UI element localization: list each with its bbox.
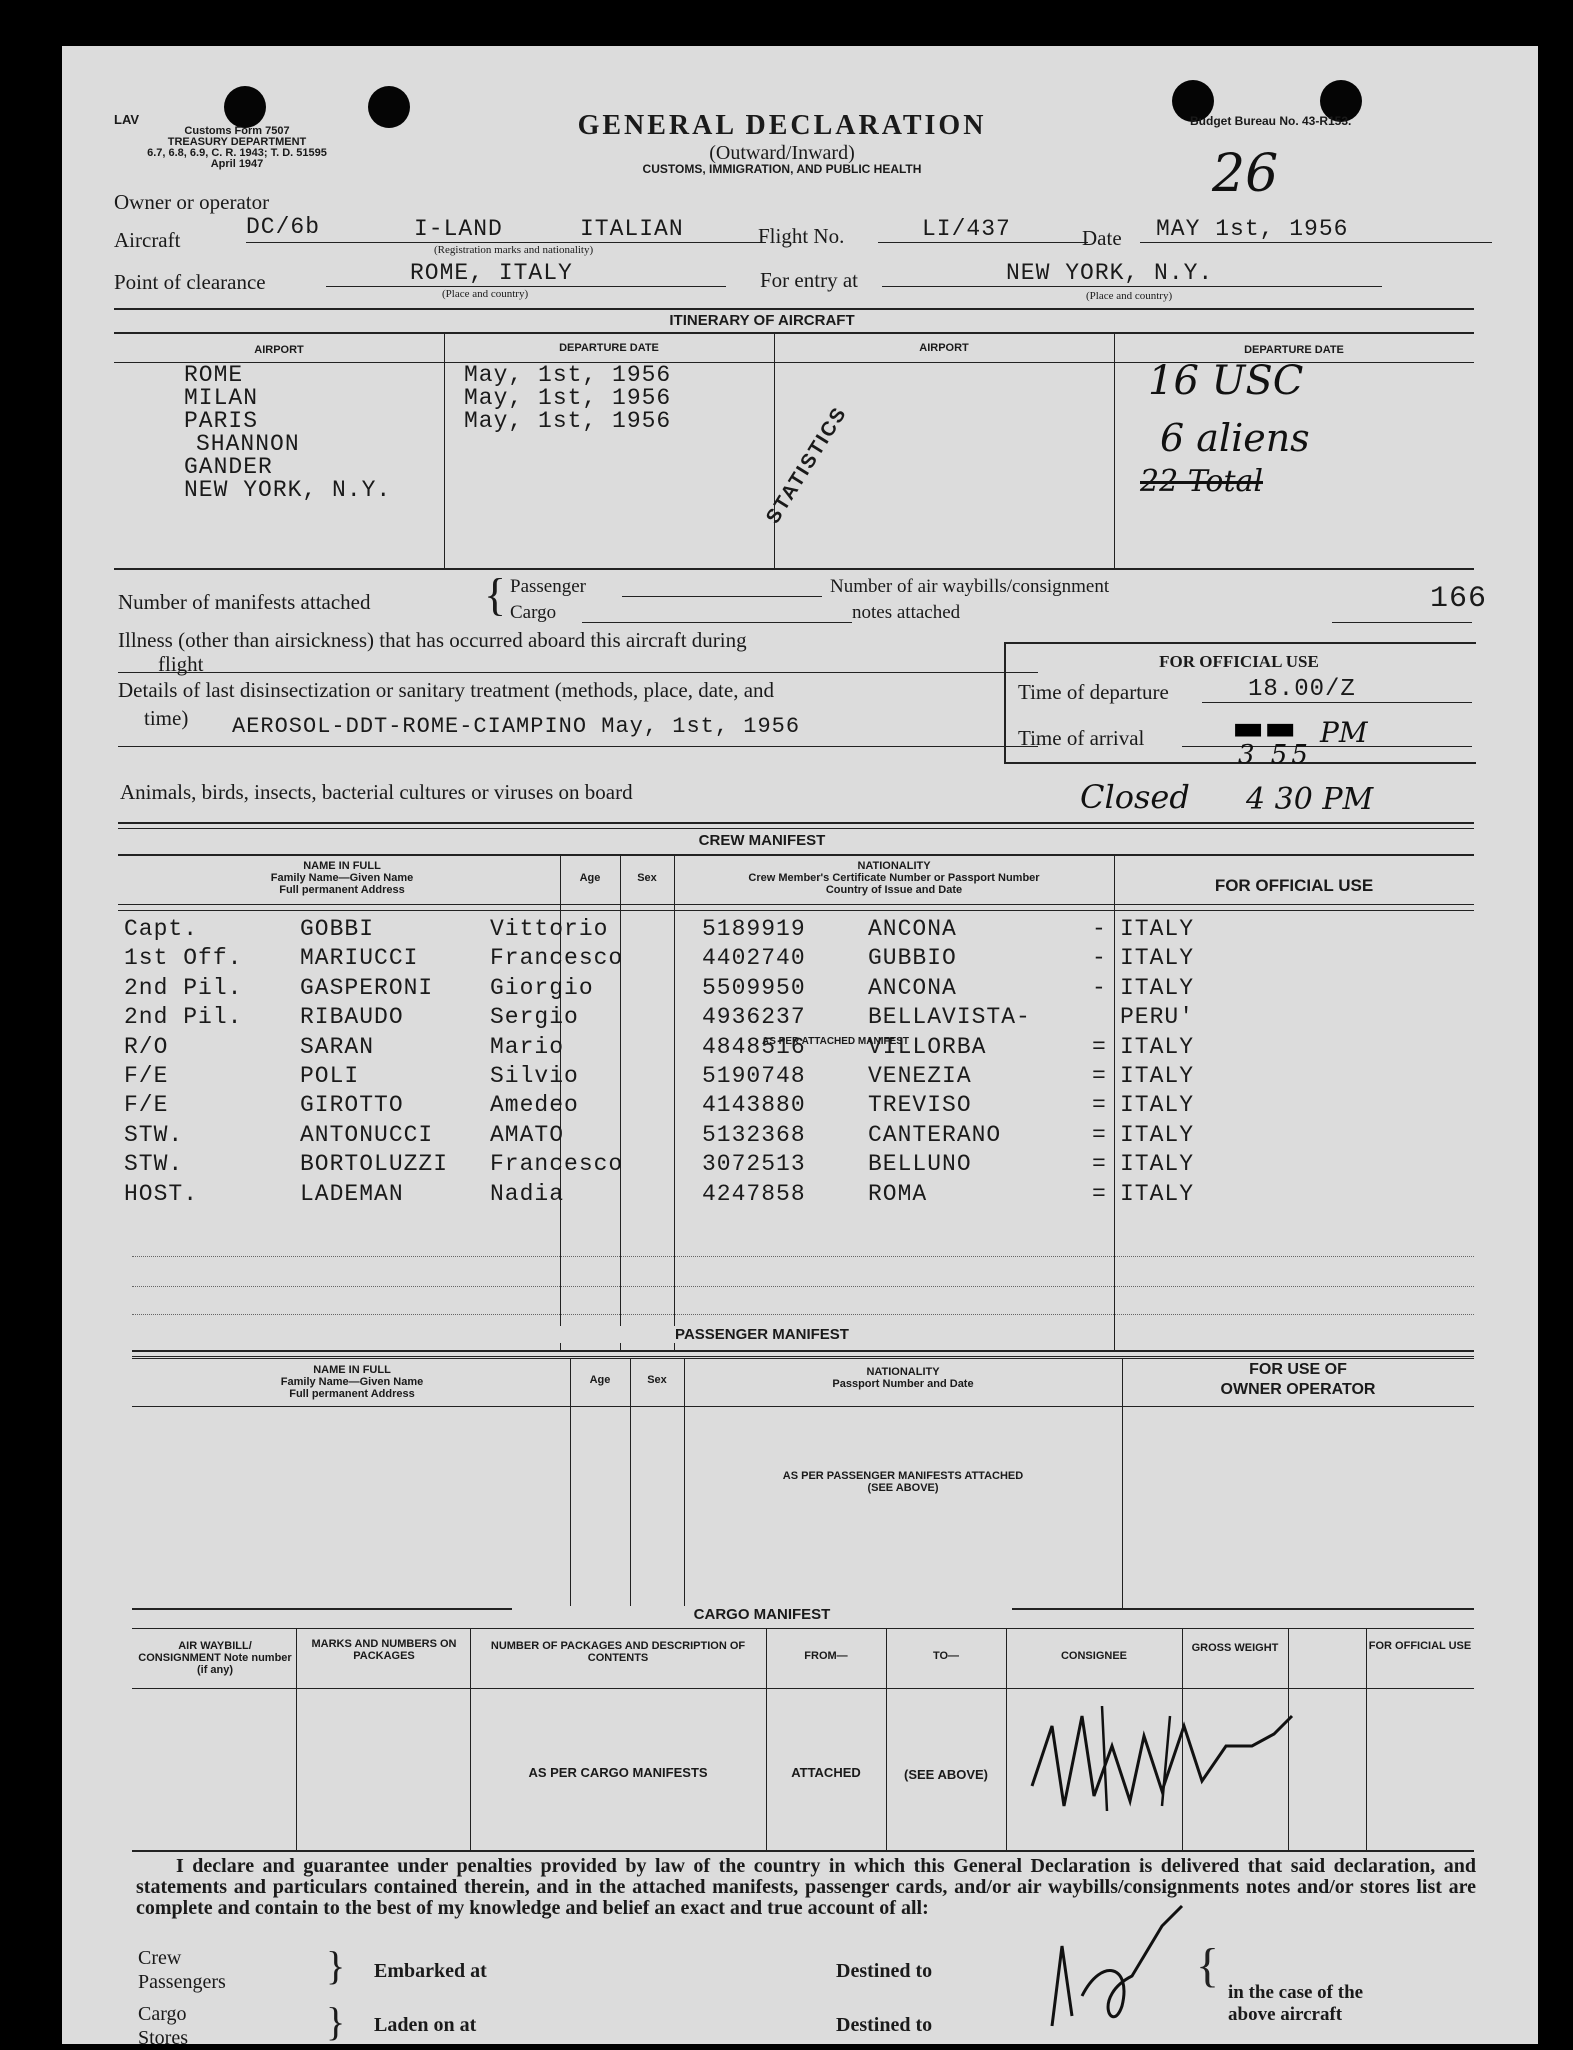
form-subtitle-2: CUSTOMS, IMMIGRATION, AND PUBLIC HEALTH: [642, 162, 922, 176]
crew-header-official: FOR OFFICIAL USE: [1214, 876, 1374, 895]
handwritten-total: 22 Total: [1140, 464, 1263, 499]
passenger-header-name: NAME IN FULL Family Name—Given Name Full permanent Address: [280, 1364, 424, 1400]
crew-place-of-issue: ANCONA: [868, 974, 957, 1001]
punch-hole: [224, 86, 266, 128]
passenger-note: AS PER PASSENGER MANIFESTS ATTACHED (SEE ABOVE): [782, 1470, 1024, 1494]
crew-family-name: BORTOLUZZI: [300, 1151, 449, 1178]
passenger-header-age: Age: [589, 1374, 611, 1386]
crew-row: [124, 1063, 1524, 1092]
crew-ditto-mark: =: [1092, 1121, 1107, 1148]
crew-row: [124, 1122, 1524, 1151]
crew-place-of-issue: CANTERANO: [868, 1121, 1002, 1148]
crew-place-of-issue: ROMA: [868, 1180, 928, 1207]
itinerary-airport: MILAN: [184, 385, 259, 411]
crew-family-name: POLI: [300, 1063, 360, 1089]
cargo-header-official: FOR OFFICIAL USE: [1368, 1640, 1472, 1652]
captain-signature: [1012, 1686, 1352, 1826]
place-caption: (Place and country): [442, 288, 529, 300]
entry-label: For entry at: [760, 268, 858, 292]
crew-ditto-mark: =: [1092, 1063, 1107, 1089]
crew-ditto-mark: =: [1092, 1033, 1107, 1060]
crew-header-rule: [118, 904, 1474, 905]
crew-family-name: LADEMAN: [300, 1180, 404, 1207]
crew-family-name: SARAN: [300, 1033, 375, 1060]
cargo-top-rule: [132, 1628, 1474, 1629]
crew-blank-row: [132, 1314, 1474, 1315]
crew-rank: F/E: [124, 1092, 169, 1119]
aircraft-underline: [246, 242, 766, 243]
handwritten-430: 4 30 PM: [1246, 782, 1374, 817]
health-bottom-rule: [118, 822, 1474, 824]
crew-row: [124, 975, 1524, 1004]
itinerary-airport: ROME: [184, 362, 244, 388]
itinerary-airport-header: AIRPORT: [254, 344, 304, 356]
itinerary-airports: [184, 364, 391, 502]
cargo-note-2: ATTACHED: [791, 1765, 861, 1780]
date-label: Date: [1082, 226, 1122, 250]
manifests-label: Number of manifests attached: [118, 590, 371, 614]
crew-place-of-issue: VENEZIA: [868, 1063, 972, 1089]
crew-rank: 2nd Pil.: [124, 1004, 243, 1031]
crew-row: [124, 1181, 1524, 1210]
arrival-strike: ▬▬: [1232, 708, 1297, 748]
cargo-header-from: FROM—: [804, 1650, 848, 1662]
aircraft-nationality: ITALIAN: [580, 216, 684, 242]
cargo-header-weight: GROSS WEIGHT: [1191, 1642, 1279, 1654]
cargo-header-packages: NUMBER OF PACKAGES AND DESCRIPTION OF CONTENTS: [490, 1640, 746, 1664]
cargo-divider: [470, 1628, 471, 1850]
crew-ditto-mark: -: [1092, 945, 1107, 972]
crew-certificate: 5189919: [702, 916, 806, 942]
passenger-header-nationality: NATIONALITY Passport Number and Date: [832, 1366, 974, 1390]
form-title: GENERAL DECLARATION: [577, 110, 987, 141]
destined-label-2: Destined to: [836, 2014, 933, 2036]
punch-hole: [368, 86, 410, 128]
aircraft-label: Aircraft: [114, 228, 181, 252]
crew-given-name: Nadia: [490, 1180, 565, 1207]
crew-top-rule: [118, 854, 1474, 856]
crew-certificate: 4143880: [702, 1092, 806, 1119]
itinerary-date: May, 1st, 1956: [464, 385, 672, 411]
embarked-label: Embarked at: [374, 1960, 487, 1982]
crew-rank: HOST.: [124, 1180, 199, 1207]
crew-place-of-issue: BELLUNO: [868, 1151, 972, 1178]
cargo-brace: }: [326, 1999, 346, 2044]
itinerary-airport: GANDER: [184, 454, 273, 480]
crew-blank-row: [132, 1256, 1474, 1257]
cargo-divider: [1366, 1628, 1367, 1850]
crew-nationality: ITALY: [1120, 916, 1195, 942]
crew-certificate: 3072513: [702, 1151, 806, 1178]
date-underline: [1140, 242, 1492, 243]
crew-header-sex: Sex: [637, 872, 657, 884]
crew-nationality: ITALY: [1120, 1033, 1195, 1060]
crew-family-name: ANTONUCCI: [300, 1121, 434, 1148]
crew-row: [124, 1034, 1524, 1063]
crew-place-of-issue: ANCONA: [868, 916, 957, 942]
registration-mark: I-LAND: [414, 216, 503, 242]
cargo-note-3: (SEE ABOVE): [903, 1767, 989, 1782]
passenger-underline: [622, 596, 822, 597]
itinerary-divider: [774, 332, 775, 568]
count-underline: [1332, 622, 1472, 623]
handwritten-usc: 16 USC: [1148, 358, 1304, 404]
itinerary-title: ITINERARY OF AIRCRAFT: [669, 312, 855, 329]
crew-passengers-label: Crew Passengers: [138, 1947, 226, 1993]
crew-given-name: Giorgio: [490, 974, 594, 1001]
form-subtitle: (Outward/Inward): [709, 142, 855, 164]
flight-number: LI/437: [922, 216, 1011, 242]
declarant-signature: [982, 1886, 1192, 2036]
place-caption-2: (Place and country): [1086, 290, 1173, 302]
crew-header-name: NAME IN FULL Family Name—Given Name Full permanent Address: [270, 860, 414, 896]
crew-family-name: GASPERONI: [300, 974, 434, 1001]
crew-header-rule-2: [118, 910, 1474, 911]
crew-blank-row: [132, 1286, 1474, 1287]
crew-rank: 2nd Pil.: [124, 974, 243, 1001]
crew-certificate: 4402740: [702, 945, 806, 972]
departure-time: 18.00/Z: [1248, 676, 1356, 703]
crew-place-of-issue: TREVISO: [868, 1092, 972, 1119]
itinerary-date-header: DEPARTURE DATE: [559, 342, 659, 354]
crew-rank: STW.: [124, 1151, 184, 1178]
cargo-header-waybill: AIR WAYBILL/ CONSIGNMENT Note number (if any): [138, 1640, 292, 1676]
itinerary-divider: [444, 332, 445, 568]
passenger-manifest-title: PASSENGER MANIFEST: [512, 1326, 1012, 1343]
crew-family-name: GIROTTO: [300, 1092, 404, 1119]
health-bottom-rule-2: [118, 828, 1474, 829]
lav-mark: LAV: [114, 112, 140, 127]
notes-label: notes attached: [852, 602, 961, 623]
crew-nationality: ITALY: [1120, 1092, 1195, 1119]
disinsect-label-2: time): [144, 706, 189, 730]
form-number: Customs Form 7507 TREASURY DEPARTMENT 6.7, 6.8, 6.9, C. R. 1943; T. D. 51595 April 1947: [147, 125, 327, 170]
cargo-stores-label: Cargo Stores: [138, 2003, 188, 2049]
crew-header-age: Age: [579, 872, 601, 884]
entry-underline: [882, 286, 1382, 287]
cargo-underline: [582, 622, 852, 623]
cargo-header-marks: MARKS AND NUMBERS ON PACKAGES: [311, 1638, 457, 1662]
crew-header-nationality: NATIONALITY Crew Member's Certificate Number or Passport Number Country of Issue and Date: [748, 860, 1040, 896]
crew-nationality: ITALY: [1120, 1121, 1195, 1148]
crew-certificate: 5132368: [702, 1121, 806, 1148]
crew-ditto-mark: =: [1092, 1180, 1107, 1207]
waybills-count: 166: [1430, 582, 1488, 616]
crew-certificate: 5509950: [702, 974, 806, 1001]
crew-ditto-mark: -: [1092, 916, 1107, 942]
handwritten-aliens: 6 aliens: [1160, 416, 1310, 460]
crew-rank: Capt.: [124, 916, 199, 942]
crew-manifest-title: CREW MANIFEST: [698, 832, 826, 849]
cargo-manifest-title: CARGO MANIFEST: [512, 1606, 1012, 1623]
cargo-header-consignee: CONSIGNEE: [1060, 1650, 1127, 1662]
crew-family-name: GOBBI: [300, 916, 375, 942]
disinsect-label: Details of last disinsectization or sanitary treatment (methods, place, date, and: [118, 678, 775, 702]
crew-ditto-mark: =: [1092, 1151, 1107, 1178]
crew-attached-note: AS PER ATTACHED MANIFEST: [762, 1036, 910, 1047]
crew-ditto-mark: -: [1092, 974, 1107, 1001]
crew-family-name: RIBAUDO: [300, 1004, 404, 1031]
crew-place-of-issue: VILLORBA: [868, 1033, 987, 1060]
crew-certificate: 4848516: [702, 1033, 806, 1060]
crew-nationality: ITALY: [1120, 1180, 1195, 1207]
handwritten-closed: Closed: [1080, 778, 1190, 816]
manifests-brace: {: [484, 569, 507, 620]
destined-label-1: Destined to: [836, 1960, 933, 1982]
itinerary-airport-header-2: AIRPORT: [919, 342, 969, 354]
crew-row: [124, 1092, 1524, 1121]
crew-row: [124, 945, 1524, 974]
illness-label: Illness (other than airsickness) that has occurred aboard this aircraft during: [118, 628, 747, 652]
crew-given-name: Sergio: [490, 1004, 579, 1031]
manifests-cargo: Cargo: [510, 602, 557, 623]
itinerary-airport: SHANNON: [196, 431, 300, 457]
passenger-divider: [570, 1358, 571, 1608]
itinerary-airport: NEW YORK, N.Y.: [184, 477, 392, 503]
crew-nationality: ITALY: [1120, 1151, 1195, 1178]
itinerary-bottom-rule: [114, 568, 1474, 570]
crew-nationality: ITALY: [1120, 945, 1195, 972]
flight-no-label: Flight No.: [758, 224, 845, 248]
entry-place: NEW YORK, N.Y.: [1006, 260, 1214, 286]
crew-family-name: MARIUCCI: [300, 945, 419, 972]
crew-place-of-issue: GUBBIO: [868, 945, 957, 972]
itinerary-dates: [464, 364, 671, 433]
case-label: in the case of the above aircraft: [1228, 1982, 1364, 2025]
owner-label: Owner or operator: [114, 190, 270, 214]
crew-rank: 1st Off.: [124, 945, 243, 972]
cargo-header-to: TO—: [932, 1650, 960, 1662]
passenger-header-rule: [132, 1406, 1474, 1407]
passenger-header-sex: Sex: [647, 1374, 667, 1386]
itinerary-date: May, 1st, 1956: [464, 408, 672, 434]
flight-date: MAY 1st, 1956: [1156, 216, 1349, 242]
declaration-brace: {: [1196, 1939, 1220, 1992]
crew-rank: F/E: [124, 1063, 169, 1089]
crew-certificate: 5190748: [702, 1063, 806, 1089]
crew-bottom-rule-2: [132, 1356, 1474, 1357]
disinsect-value: AEROSOL-DDT-ROME-CIAMPINO May, 1st, 1956: [232, 714, 801, 739]
illness-label-2: flight: [158, 652, 204, 676]
crew-row: [124, 916, 1524, 945]
statistics-stamp: STATISTICS: [762, 402, 852, 528]
crew-given-name: Francesco: [490, 945, 624, 972]
flight-underline: [878, 242, 1088, 243]
crew-rank: R/O: [124, 1033, 169, 1060]
passenger-divider: [630, 1358, 631, 1608]
crew-certificate: 4247858: [702, 1180, 806, 1207]
cargo-bottom-rule: [132, 1850, 1474, 1852]
crew-given-name: Vittorio: [490, 916, 609, 942]
animals-label: Animals, birds, insects, bacterial cultures or viruses on board: [120, 780, 633, 804]
arrival-pm: PM: [1320, 716, 1368, 749]
handwritten-355: 3 55: [1238, 740, 1312, 770]
declaration-form: [62, 46, 1538, 2049]
itinerary-header-rule: [114, 332, 1474, 334]
arrival-time-label: Time of arrival: [1018, 726, 1145, 750]
waybills-label: Number of air waybills/consignment: [830, 576, 1110, 597]
crew-given-name: AMATO: [490, 1121, 565, 1148]
cargo-divider: [296, 1628, 297, 1850]
laden-label: Laden on at: [374, 2014, 477, 2036]
clearance-place: ROME, ITALY: [410, 260, 573, 286]
itinerary-divider: [1114, 332, 1115, 568]
illness-underline: [118, 672, 1038, 673]
aircraft-type: DC/6b: [246, 214, 321, 240]
manifests-passenger: Passenger: [510, 576, 586, 597]
crew-row: [124, 1004, 1524, 1033]
registration-caption: (Registration marks and nationality): [434, 244, 594, 256]
cargo-note-1: AS PER CARGO MANIFESTS: [528, 1765, 708, 1780]
crew-given-name: Mario: [490, 1033, 565, 1060]
clearance-label: Point of clearance: [114, 270, 266, 294]
itinerary-date: May, 1st, 1956: [464, 362, 672, 388]
handwritten-number: 26: [1212, 144, 1279, 204]
crew-place-of-issue: BELLAVISTA-: [868, 1004, 1031, 1031]
official-use-title: FOR OFFICIAL USE: [1159, 652, 1319, 671]
crew-nationality: PERU': [1120, 1004, 1195, 1031]
crew-certificate: 4936237: [702, 1004, 806, 1031]
crew-ditto-mark: =: [1092, 1092, 1107, 1119]
declaration-text: I declare and guarantee under penalties provided by law of the country in which this General Declaration is delivered that said declaration, and statements and particulars contained therein, and in the attached manifests, passenger cards, and/or air waybills/consignments notes and/or stores list are complete and contain to the best of my knowledge and belief an exact and true account of all:: [136, 1855, 1476, 1919]
clearance-underline: [326, 286, 726, 287]
passenger-top-rule: [132, 1358, 1474, 1359]
disinsect-underline: [118, 746, 1038, 747]
itinerary-airport: PARIS: [184, 408, 259, 434]
passenger-header-owner: FOR USE OF OWNER OPERATOR: [1220, 1361, 1376, 1398]
crew-given-name: Francesco: [490, 1151, 624, 1178]
crew-given-name: Silvio: [490, 1063, 579, 1089]
budget-number: Budget Bureau No. 43-R153.: [1190, 114, 1352, 128]
crew-row: [124, 1151, 1524, 1180]
crew-rank: STW.: [124, 1121, 184, 1148]
crew-nationality: ITALY: [1120, 974, 1195, 1001]
itinerary-date-header-2: DEPARTURE DATE: [1244, 344, 1344, 356]
crew-given-name: Amedeo: [490, 1092, 579, 1119]
crew-brace: }: [326, 1943, 346, 1988]
crew-bottom-rule: [132, 1350, 1474, 1352]
departure-time-label: Time of departure: [1018, 680, 1169, 704]
crew-nationality: ITALY: [1120, 1063, 1195, 1089]
itinerary-top-rule: [114, 308, 1474, 310]
